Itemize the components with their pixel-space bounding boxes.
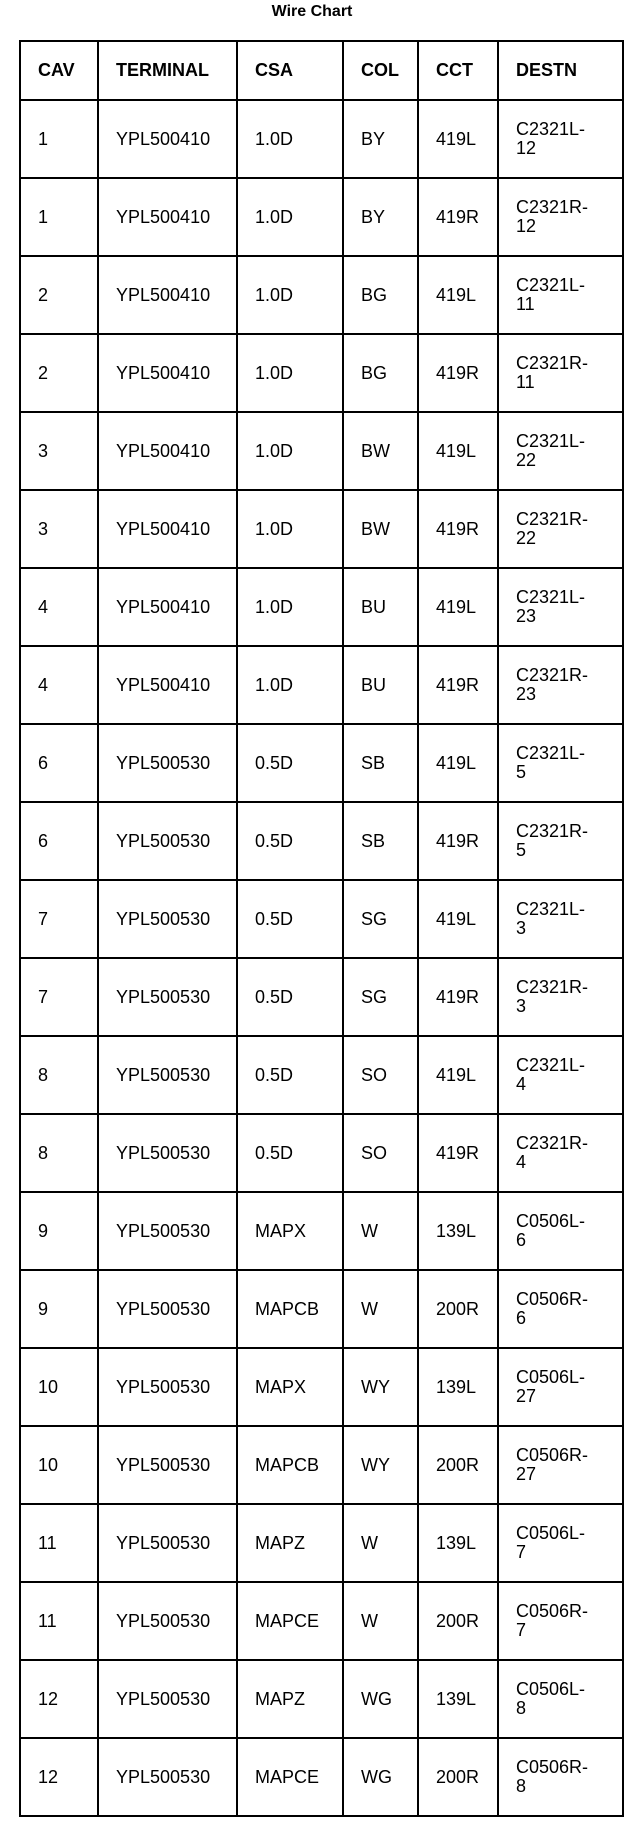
cell-col: SO [343,1114,418,1192]
cell-cav: 2 [20,256,98,334]
cell-csa: 0.5D [237,1114,343,1192]
destn-line: 3 [516,996,527,1016]
table-row [20,1660,623,1738]
table-header-row [20,41,623,100]
cell-col: BY [343,100,418,178]
cell-cav: 11 [20,1582,98,1660]
cell-destn [498,1192,623,1270]
table-row [20,100,623,178]
cell-destn [498,880,623,958]
table-body [20,100,623,1816]
destn-line: 6 [516,1308,527,1328]
cell-cct: 200R [418,1582,498,1660]
destn-line: C2321L- [516,119,586,139]
cell-col: BG [343,334,418,412]
destn-line: C2321R- [516,197,589,217]
column-header-cct: CCT [418,41,498,100]
cell-cav: 12 [20,1738,98,1816]
cell-cct: 419L [418,412,498,490]
cell-col: SG [343,958,418,1036]
cell-csa: 1.0D [237,334,343,412]
cell-cct: 419L [418,568,498,646]
cell-destn [498,490,623,568]
destn-line: C0506R- [516,1601,589,1621]
cell-terminal: YPL500530 [98,1426,237,1504]
page-title: Wire Chart [271,3,353,20]
cell-terminal: YPL500530 [98,1660,237,1738]
cell-col: SB [343,802,418,880]
destn-line: C0506R- [516,1757,589,1777]
cell-terminal: YPL500530 [98,1114,237,1192]
cell-col: WG [343,1738,418,1816]
destn-line: 5 [516,762,527,782]
cell-csa: 0.5D [237,724,343,802]
cell-cav: 8 [20,1036,98,1114]
cell-cav: 10 [20,1426,98,1504]
destn-line: C2321L- [516,587,586,607]
table-row [20,568,623,646]
destn-line: C0506L- [516,1523,586,1543]
cell-col: BU [343,646,418,724]
destn-line: 8 [516,1698,527,1718]
cell-cav: 12 [20,1660,98,1738]
destn-line: C0506L- [516,1679,586,1699]
cell-col: W [343,1582,418,1660]
cell-cct: 200R [418,1426,498,1504]
cell-terminal: YPL500530 [98,1192,237,1270]
cell-csa: 1.0D [237,100,343,178]
cell-col: SB [343,724,418,802]
cell-destn [498,256,623,334]
table-row [20,1426,623,1504]
destn-line: 22 [516,450,537,470]
destn-line: C0506R- [516,1289,589,1309]
cell-terminal: YPL500530 [98,1036,237,1114]
cell-destn [498,1348,623,1426]
table-row [20,1582,623,1660]
cell-cct: 139L [418,1192,498,1270]
cell-terminal: YPL500530 [98,1270,237,1348]
column-header-csa: CSA [237,41,343,100]
cell-terminal: YPL500530 [98,1348,237,1426]
destn-line: C0506R- [516,1445,589,1465]
table-row [20,958,623,1036]
cell-csa: 0.5D [237,958,343,1036]
destn-line: C2321R- [516,1133,589,1153]
cell-csa: MAPCE [237,1738,343,1816]
destn-line: 27 [516,1386,537,1406]
cell-cav: 7 [20,958,98,1036]
table-row [20,1738,623,1816]
cell-csa: MAPX [237,1192,343,1270]
cell-cct: 419L [418,724,498,802]
cell-terminal: YPL500410 [98,646,237,724]
cell-cav: 6 [20,802,98,880]
cell-terminal: YPL500410 [98,412,237,490]
destn-line: C0506L- [516,1367,586,1387]
cell-csa: 1.0D [237,256,343,334]
cell-col: W [343,1504,418,1582]
column-header-cav: CAV [20,41,98,100]
cell-terminal: YPL500530 [98,1582,237,1660]
destn-line: 5 [516,840,527,860]
table-row [20,334,623,412]
cell-cav: 6 [20,724,98,802]
destn-line: 4 [516,1152,527,1172]
destn-line: 7 [516,1542,527,1562]
cell-csa: 0.5D [237,880,343,958]
cell-terminal: YPL500530 [98,880,237,958]
destn-line: 12 [516,216,537,236]
cell-cav: 1 [20,100,98,178]
cell-csa: MAPX [237,1348,343,1426]
cell-terminal: YPL500530 [98,1738,237,1816]
table-row [20,802,623,880]
cell-terminal: YPL500410 [98,100,237,178]
cell-destn [498,412,623,490]
cell-cct: 139L [418,1504,498,1582]
cell-cav: 4 [20,646,98,724]
cell-terminal: YPL500410 [98,178,237,256]
table-row [20,646,623,724]
cell-cct: 200R [418,1270,498,1348]
cell-col: BY [343,178,418,256]
destn-line: 23 [516,684,537,704]
cell-csa: MAPZ [237,1660,343,1738]
cell-col: W [343,1270,418,1348]
cell-cav: 11 [20,1504,98,1582]
cell-col: SO [343,1036,418,1114]
destn-line: 27 [516,1464,537,1484]
cell-col: W [343,1192,418,1270]
cell-cav: 9 [20,1192,98,1270]
cell-csa: 0.5D [237,802,343,880]
destn-line: C0506L- [516,1211,586,1231]
destn-line: C2321L- [516,275,586,295]
cell-cav: 3 [20,412,98,490]
cell-col: BG [343,256,418,334]
cell-terminal: YPL500410 [98,568,237,646]
cell-col: BW [343,412,418,490]
cell-destn [498,568,623,646]
cell-cct: 419R [418,490,498,568]
cell-destn [498,1270,623,1348]
destn-line: C2321R- [516,353,589,373]
cell-terminal: YPL500530 [98,802,237,880]
cell-cav: 1 [20,178,98,256]
cell-destn [498,646,623,724]
table-row [20,724,623,802]
table-row [20,1114,623,1192]
destn-line: C2321R- [516,509,589,529]
cell-cct: 139L [418,1660,498,1738]
cell-destn [498,1738,623,1816]
cell-cct: 419L [418,880,498,958]
table-row [20,178,623,256]
cell-csa: 1.0D [237,568,343,646]
destn-line: 4 [516,1074,527,1094]
destn-line: 3 [516,918,527,938]
table-row [20,1270,623,1348]
cell-csa: 1.0D [237,178,343,256]
cell-cct: 419R [418,1114,498,1192]
cell-csa: 1.0D [237,490,343,568]
table-row [20,412,623,490]
column-header-destn: DESTN [498,41,623,100]
cell-destn [498,100,623,178]
cell-destn [498,1426,623,1504]
cell-destn [498,958,623,1036]
table-row [20,1348,623,1426]
destn-line: C2321R- [516,977,589,997]
destn-line: C2321L- [516,431,586,451]
destn-line: C2321L- [516,899,586,919]
cell-destn [498,178,623,256]
cell-cct: 419R [418,646,498,724]
cell-cct: 419R [418,178,498,256]
cell-cav: 9 [20,1270,98,1348]
cell-cav: 8 [20,1114,98,1192]
cell-csa: 0.5D [237,1036,343,1114]
table-row [20,880,623,958]
cell-destn [498,1114,623,1192]
table-row [20,256,623,334]
cell-col: SG [343,880,418,958]
destn-line: C2321R- [516,665,589,685]
cell-csa: MAPZ [237,1504,343,1582]
cell-terminal: YPL500410 [98,334,237,412]
cell-cct: 419L [418,256,498,334]
cell-csa: 1.0D [237,412,343,490]
destn-line: C2321L- [516,743,586,763]
cell-terminal: YPL500410 [98,256,237,334]
cell-col: WY [343,1348,418,1426]
cell-col: BW [343,490,418,568]
cell-destn [498,1660,623,1738]
destn-line: 6 [516,1230,527,1250]
cell-terminal: YPL500410 [98,490,237,568]
destn-line: 11 [516,372,535,392]
cell-destn [498,724,623,802]
cell-csa: MAPCB [237,1270,343,1348]
table-row [20,1504,623,1582]
cell-col: BU [343,568,418,646]
cell-destn [498,334,623,412]
table-row [20,1192,623,1270]
cell-destn [498,1582,623,1660]
cell-cav: 7 [20,880,98,958]
cell-cav: 10 [20,1348,98,1426]
cell-destn [498,802,623,880]
cell-cct: 419L [418,1036,498,1114]
cell-col: WG [343,1660,418,1738]
table-row [20,1036,623,1114]
cell-destn [498,1036,623,1114]
destn-line: C2321L- [516,1055,586,1075]
cell-cct: 419R [418,958,498,1036]
destn-line: 7 [516,1620,527,1640]
cell-csa: MAPCE [237,1582,343,1660]
cell-cav: 3 [20,490,98,568]
column-header-terminal: TERMINAL [98,41,237,100]
cell-terminal: YPL500530 [98,724,237,802]
cell-terminal: YPL500530 [98,958,237,1036]
cell-cct: 419L [418,100,498,178]
destn-line: 12 [516,138,537,158]
destn-line: 22 [516,528,537,548]
cell-cav: 4 [20,568,98,646]
column-header-col: COL [343,41,418,100]
destn-line: 11 [516,294,535,314]
table-row [20,490,623,568]
destn-line: 8 [516,1776,527,1796]
cell-terminal: YPL500530 [98,1504,237,1582]
cell-csa: 1.0D [237,646,343,724]
cell-cct: 200R [418,1738,498,1816]
cell-cct: 139L [418,1348,498,1426]
wire-chart-table [19,40,624,1817]
cell-col: WY [343,1426,418,1504]
cell-cct: 419R [418,802,498,880]
destn-line: 23 [516,606,537,626]
cell-csa: MAPCB [237,1426,343,1504]
destn-line: C2321R- [516,821,589,841]
cell-cct: 419R [418,334,498,412]
cell-cav: 2 [20,334,98,412]
cell-destn [498,1504,623,1582]
